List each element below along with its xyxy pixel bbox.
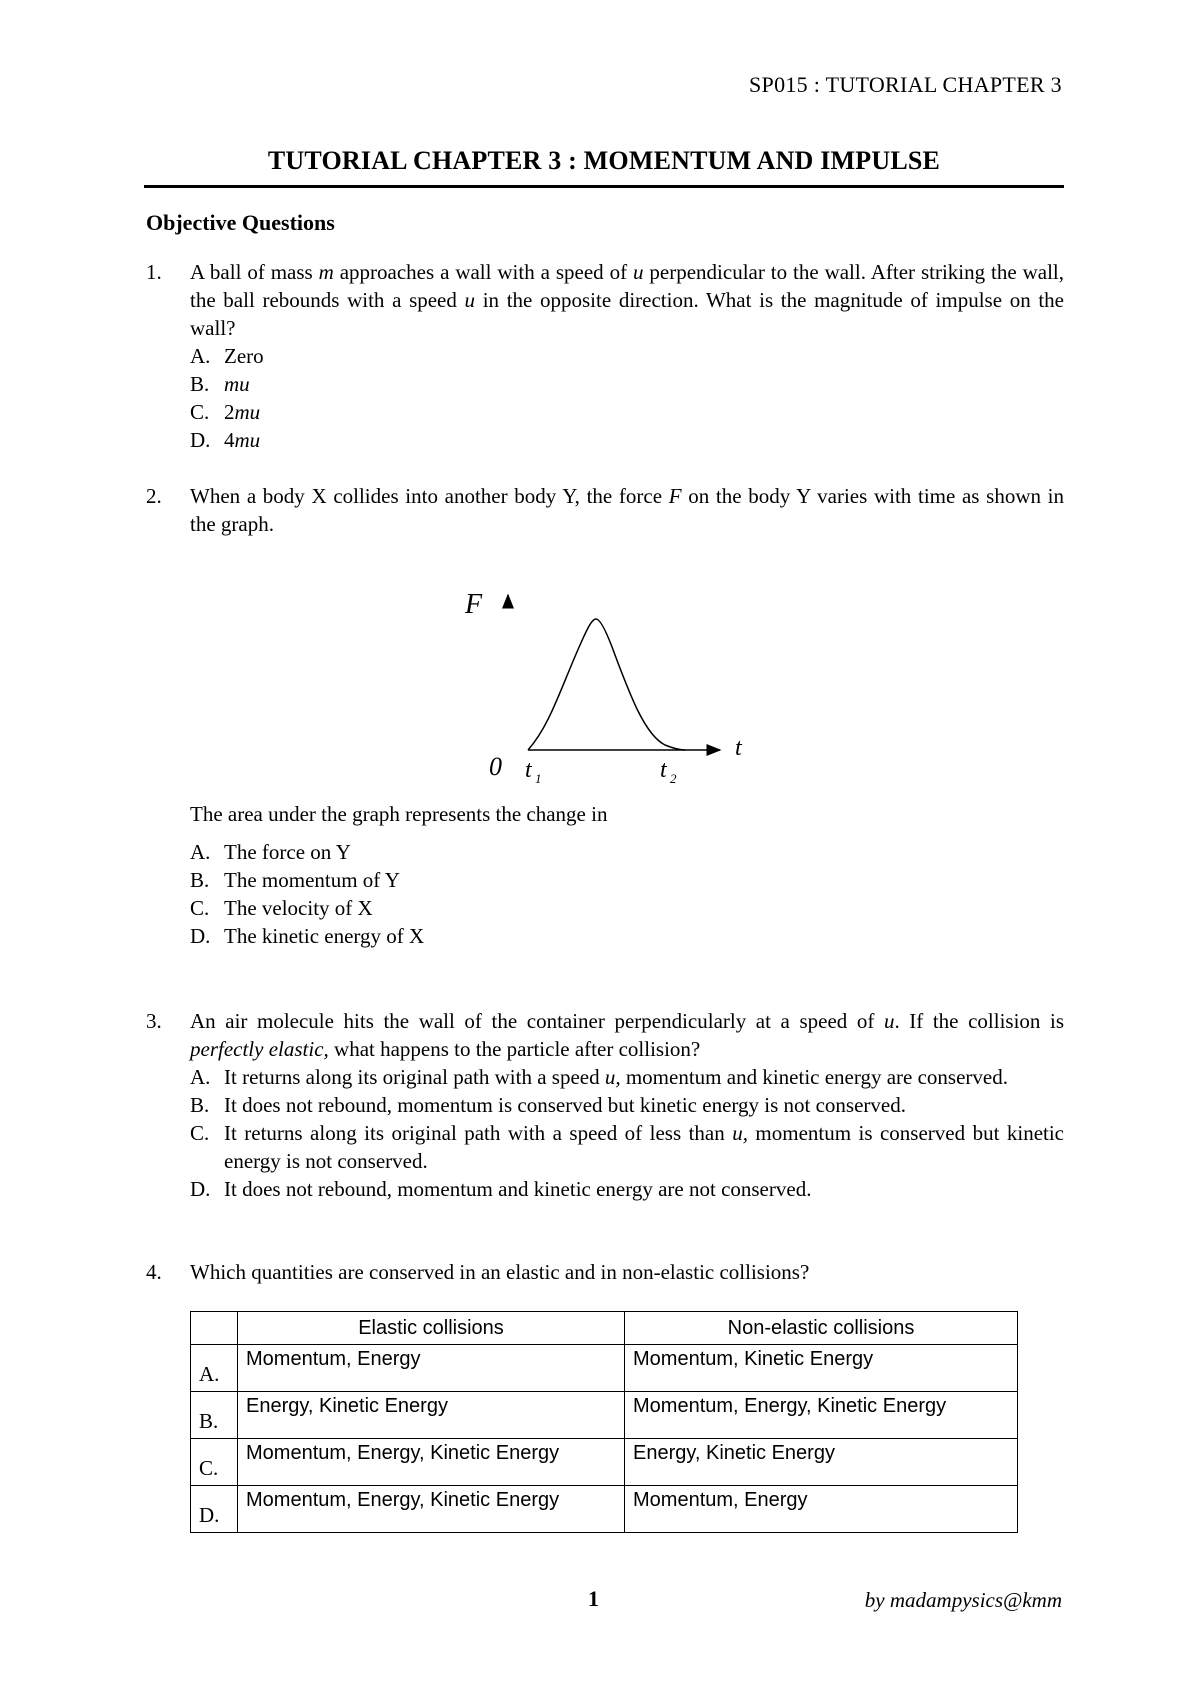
- non-elastic-cell: Energy, Kinetic Energy: [625, 1439, 1018, 1486]
- question-number: 4.: [146, 1260, 162, 1284]
- question-number: 1.: [146, 260, 162, 284]
- option-d: D. 4mu: [190, 428, 261, 452]
- table-header-elastic: Elastic collisions: [238, 1312, 625, 1345]
- row-letter: C.: [191, 1439, 238, 1486]
- table-header-row: [191, 1312, 1018, 1345]
- row-letter: B.: [191, 1392, 238, 1439]
- table-row: [191, 1486, 1018, 1533]
- question-number: 2.: [146, 484, 162, 508]
- non-elastic-cell: Momentum, Energy, Kinetic Energy: [625, 1392, 1018, 1439]
- option-c: C. The velocity of X: [190, 896, 373, 920]
- table-header-non-elastic: Non-elastic collisions: [625, 1312, 1018, 1345]
- force-time-graph: [440, 585, 760, 795]
- row-letter: A.: [191, 1345, 238, 1392]
- row-letter: D.: [191, 1486, 238, 1533]
- question-stem: An air molecule hits the wall of the container perpendicularly at a speed of u. If the collision is perfectly elastic, what happens to the particle after collision?: [190, 1009, 1065, 1061]
- option-b: B. It does not rebound, momentum is conserved but kinetic energy is not conserved.: [190, 1093, 906, 1117]
- option-b: B. mu: [190, 372, 250, 396]
- table-row: [191, 1392, 1018, 1439]
- x-axis-label: t: [735, 735, 742, 761]
- option-a: A. Zero: [190, 344, 264, 368]
- question-2: [146, 482, 1064, 538]
- origin-label: 0: [489, 752, 502, 781]
- question-stem: When a body X collides into another body Y, the force F on the body Y varies with time as shown in the graph.: [190, 484, 1064, 536]
- force-pulse-curve: [528, 619, 685, 750]
- document-title: TUTORIAL CHAPTER 3 : MOMENTUM AND IMPULSE: [267, 146, 941, 175]
- question-1: [146, 258, 1064, 454]
- option-a: A. It returns along its original path with a speed u, momentum and kinetic energy are conserved.: [190, 1065, 1008, 1089]
- option-c: C. 2mu: [190, 400, 261, 424]
- t2-label: t: [660, 757, 667, 783]
- t1-subscript: 1: [535, 771, 542, 786]
- y-axis-label: F: [465, 589, 483, 620]
- question-stem: A ball of mass m approaches a wall with a speed of u perpendicular to the wall. After striking the wall, the ball rebounds with a speed u in the opposite direction. What is the magnitude of impulse on the wall?: [190, 260, 1065, 340]
- option-b: B. The momentum of Y: [190, 868, 400, 892]
- answer-options-table: [190, 1311, 1018, 1533]
- page-number: 1: [588, 1586, 599, 1611]
- question-2-continuation: [190, 800, 890, 950]
- option-c: C. It returns along its original path with a speed of less than u, momentum is conserved but kinetic energy is not conserved.: [190, 1121, 1065, 1173]
- question-prompt: The area under the graph represents the change in: [190, 802, 608, 826]
- option-a: A. The force on Y: [190, 840, 351, 864]
- t2-subscript: 2: [670, 771, 677, 786]
- table-row: [191, 1345, 1018, 1392]
- non-elastic-cell: Momentum, Energy: [625, 1486, 1018, 1533]
- author-credit: by madampysics@kmm: [864, 1588, 1062, 1612]
- table-row: [191, 1439, 1018, 1486]
- question-number: 3.: [146, 1009, 162, 1033]
- option-d: D. It does not rebound, momentum and kinetic energy are not conserved.: [190, 1177, 812, 1201]
- elastic-cell: Momentum, Energy, Kinetic Energy: [238, 1439, 625, 1486]
- t1-label: t: [525, 757, 532, 783]
- title-underline-rule: [144, 185, 1064, 188]
- running-header: SP015 : TUTORIAL CHAPTER 3: [749, 72, 1062, 97]
- question-stem: Which quantities are conserved in an elastic and in non-elastic collisions?: [190, 1260, 810, 1284]
- elastic-cell: Momentum, Energy, Kinetic Energy: [238, 1486, 625, 1533]
- non-elastic-cell: Momentum, Kinetic Energy: [625, 1345, 1018, 1392]
- elastic-cell: Momentum, Energy: [238, 1345, 625, 1392]
- section-heading: Objective Questions: [146, 210, 335, 235]
- table-header-blank: [191, 1312, 238, 1345]
- elastic-cell: Energy, Kinetic Energy: [238, 1392, 625, 1439]
- option-d: D. The kinetic energy of X: [190, 924, 425, 948]
- question-3: [146, 1007, 1064, 1203]
- question-4: [146, 1258, 1064, 1286]
